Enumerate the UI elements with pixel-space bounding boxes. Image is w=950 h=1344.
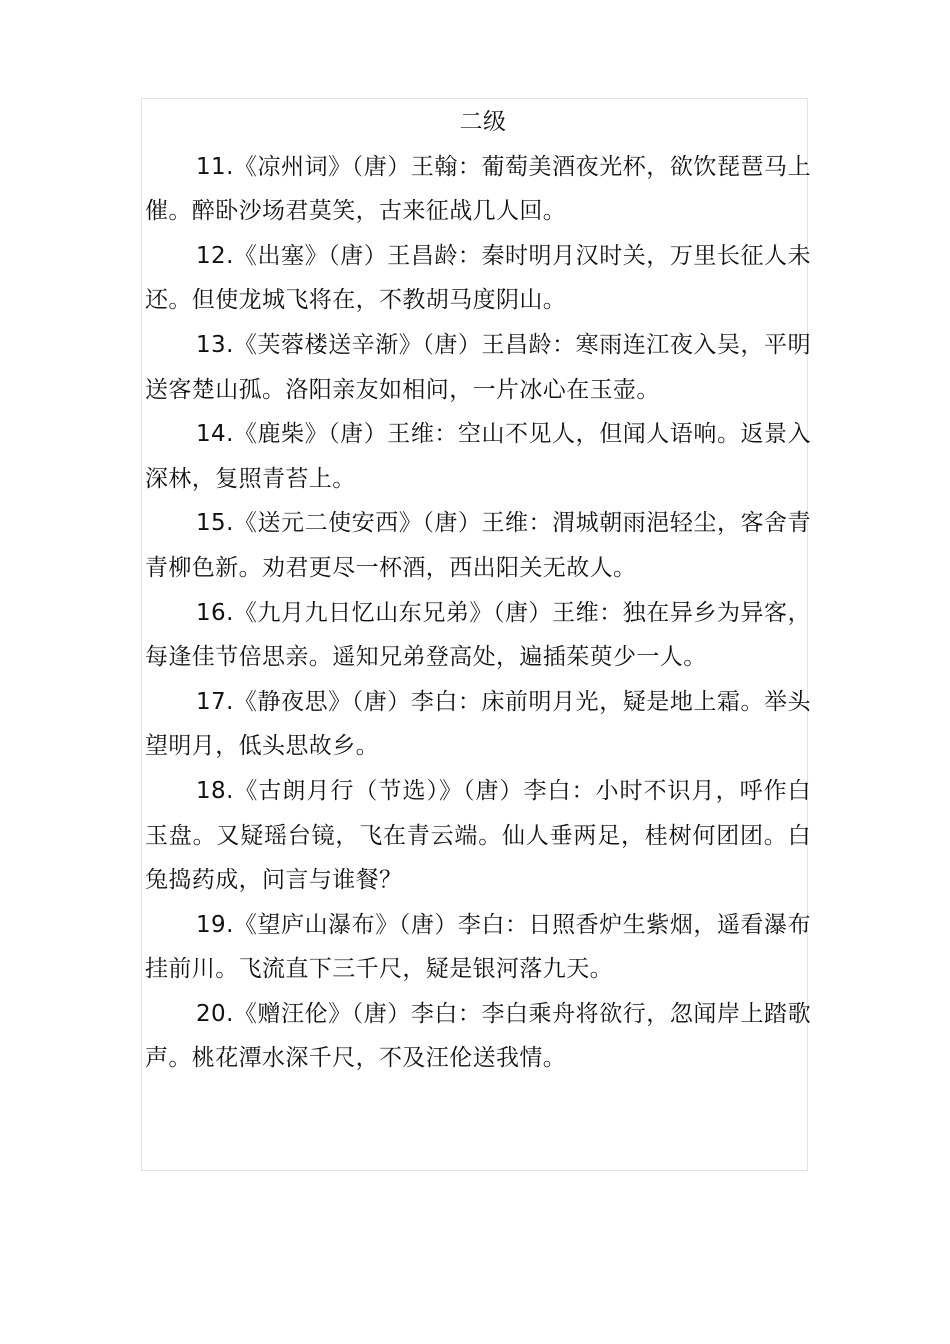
poem-entry: 19.《望庐山瀑布》（唐）李白：日照香炉生紫烟，遥看瀑布挂前川。飞流直下三千尺，疑是银河落九天。 bbox=[145, 911, 811, 983]
poem-entry: 13.《芙蓉楼送辛渐》（唐）王昌龄：寒雨连江夜入吴，平明送客楚山孤。洛阳亲友如相问，一片冰心在玉壶。 bbox=[145, 331, 811, 403]
poem-entry: 11.《凉州词》（唐）王翰：葡萄美酒夜光杯，欲饮琵琶马上催。醉卧沙场君莫笑，古来征战几人回。 bbox=[145, 153, 811, 225]
section-heading: 二级 bbox=[459, 109, 507, 135]
poem-entry: 18.《古朗月行（节选）》（唐）李白：小时不识月，呼作白玉盘。又疑瑶台镜，飞在青云端。仙人垂两足，桂树何团团。白兔捣药成，问言与谁餐？ bbox=[145, 777, 811, 894]
poem-entry: 17.《静夜思》（唐）李白：床前明月光，疑是地上霜。举头望明月，低头思故乡。 bbox=[145, 688, 811, 760]
poem-entry: 12.《出塞》（唐）王昌龄：秦时明月汉时关，万里长征人未还。但使龙城飞将在，不教胡马度阴山。 bbox=[145, 242, 811, 314]
poem-entry: 14.《鹿柴》（唐）王维：空山不见人，但闻人语响。返景入深林，复照青苔上。 bbox=[145, 421, 811, 492]
poem-entry: 16.《九月九日忆山东兄弟》（唐）王维：独在异乡为异客，每逢佳节倍思亲。遥知兄弟登高处，遍插茱萸少一人。 bbox=[145, 599, 811, 671]
document-body bbox=[145, 100, 811, 1081]
poem-entry: 20.《赠汪伦》（唐）李白：李白乘舟将欲行，忽闻岸上踏歌声。桃花潭水深千尺，不及汪伦送我情。 bbox=[145, 1000, 811, 1072]
poem-entry: 15.《送元二使安西》（唐）王维：渭城朝雨浥轻尘，客舍青青柳色新。劝君更尽一杯酒，西出阳关无故人。 bbox=[145, 510, 811, 581]
